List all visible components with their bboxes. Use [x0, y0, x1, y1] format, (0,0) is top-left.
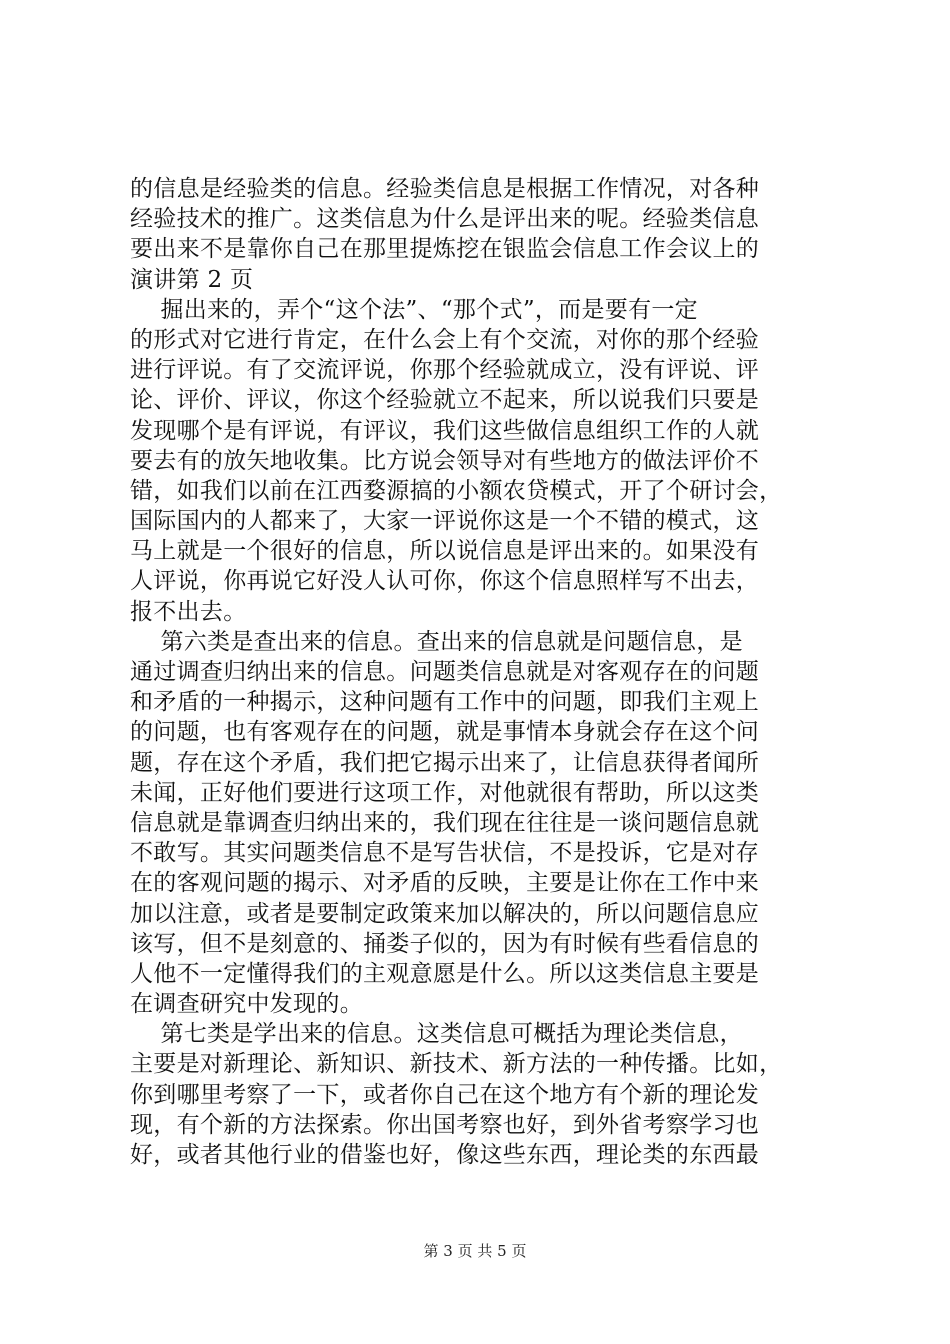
text-line: 马上就是一个很好的信息，所以说信息是评出来的。如果没有 — [130, 538, 760, 565]
text-line: 和矛盾的一种揭示，这种问题有工作中的问题，即我们主观上 — [130, 689, 760, 716]
text-line: 在的客观问题的揭示、对矛盾的反映，主要是让你在工作中来 — [130, 870, 760, 897]
text-line: 第六类是查出来的信息。查出来的信息就是问题信息，是 — [130, 628, 743, 655]
text-line: 题，存在这个矛盾，我们把它揭示出来了，让信息获得者闻所 — [130, 749, 760, 776]
text-line: 现，有个新的方法探索。你出国考察也好，到外省考察学习也 — [130, 1111, 760, 1138]
text-line: 第七类是学出来的信息。这类信息可概括为理论类信息， — [130, 1021, 743, 1048]
text-line: 人评说，你再说它好没人认可你，你这个信息照样写不出去， — [130, 568, 760, 595]
text-line: 发现哪个是有评说，有评议，我们这些做信息组织工作的人就 — [130, 417, 760, 444]
text-line: 演讲第 2 页 — [130, 266, 254, 293]
text-line: 主要是对新理论、新知识、新技术、新方法的一种传播。比如， — [130, 1051, 783, 1078]
text-line: 错，如我们以前在江西婺源搞的小额农贷模式，开了个研讨会， — [130, 477, 783, 504]
text-line: 国际国内的人都来了，大家一评说你这是一个不错的模式，这 — [130, 508, 760, 535]
text-line: 未闻，正好他们要进行这项工作，对他就很有帮助，所以这类 — [130, 779, 760, 806]
text-line: 报不出去。 — [130, 598, 247, 625]
text-line: 的问题，也有客观存在的问题，就是事情本身就会存在这个问 — [130, 719, 760, 746]
text-line: 论、评价、评议，你这个经验就立不起来，所以说我们只要是 — [130, 387, 760, 414]
text-line: 你到哪里考察了一下，或者你自己在这个地方有个新的理论发 — [130, 1081, 760, 1108]
text-line: 加以注意，或者是要制定政策来加以解决的，所以问题信息应 — [130, 900, 760, 927]
document-body — [130, 174, 830, 1170]
text-line: 要去有的放矢地收集。比方说会领导对有些地方的做法评价不 — [130, 447, 760, 474]
text-line: 经验技术的推广。这类信息为什么是评出来的呢。经验类信息 — [130, 206, 760, 233]
text-line: 该写，但不是刻意的、捅娄子似的，因为有时候有些看信息的 — [130, 930, 760, 957]
text-line: 人他不一定懂得我们的主观意愿是什么。所以这类信息主要是 — [130, 960, 760, 987]
text-line: 的形式对它进行肯定，在什么会上有个交流，对你的那个经验 — [130, 326, 760, 353]
page-footer: 第 3 页 共 5 页 — [423, 1242, 527, 1260]
text-line: 在调查研究中发现的。 — [130, 991, 363, 1018]
text-line: 信息就是靠调查归纳出来的，我们现在往往是一谈问题信息就 — [130, 809, 760, 836]
text-line: 要出来不是靠你自己在那里提炼挖在银监会信息工作会议上的 — [130, 236, 760, 263]
text-line: 不敢写。其实问题类信息不是写告状信，不是投诉，它是对存 — [130, 840, 760, 867]
text-line: 通过调查归纳出来的信息。问题类信息就是对客观存在的问题 — [130, 659, 760, 685]
text-line: 进行评说。有了交流评说，你那个经验就成立，没有评说、评 — [130, 357, 760, 384]
text-line: 的信息是经验类的信息。经验类信息是根据工作情况，对各种 — [130, 176, 760, 202]
text-line: 好，或者其他行业的借鉴也好，像这些东西，理论类的东西最 — [130, 1142, 760, 1168]
text-line: 掘出来的，弄个“这个法”、“那个式”，而是要有一定 — [130, 296, 698, 323]
